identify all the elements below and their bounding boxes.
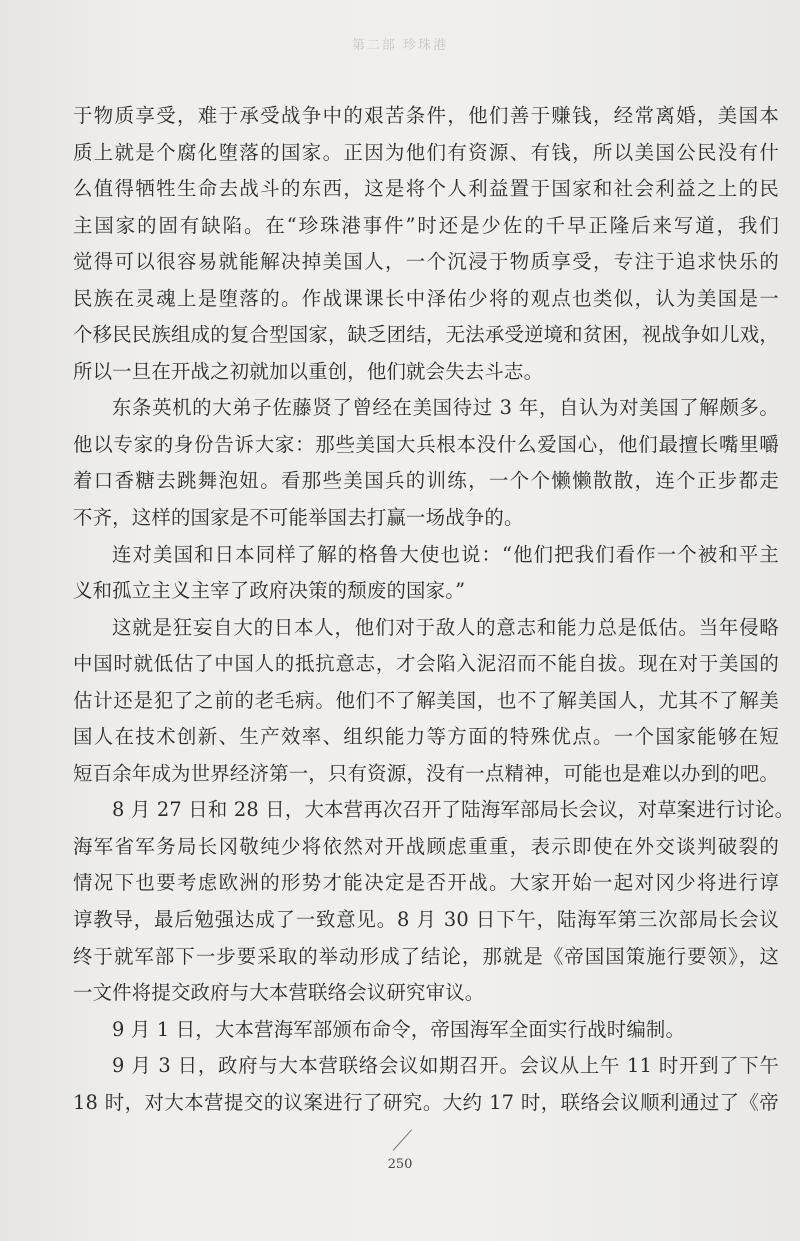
page-number-mark — [393, 1129, 412, 1150]
text-line: 8 月 27 日和 28 日，大本营再次召开了陆海军部局长会议，对草案进行讨论。 — [112, 798, 795, 822]
page-number: 250 — [387, 1157, 413, 1172]
text-line: 国人在技术创新、生产效率、组织能力等方面的特殊优点。一个国家能够在短 — [73, 725, 779, 749]
text-line: 中国时就低估了中国人的抵抗意志，才会陷入泥沼而不能自拔。现在对于美国的 — [73, 652, 779, 676]
text-line: 质上就是个腐化堕落的国家。正因为他们有资源、有钱，所以美国公民没有什 — [73, 140, 779, 164]
text-line: 短百余年成为世界经济第一，只有资源，没有一点精神，可能也是难以办到的吧。 — [73, 761, 779, 785]
text-line: 估计还是犯了之前的老毛病。他们不了解美国，也不了解美国人，尤其不了解美 — [73, 688, 779, 712]
text-line: 着口香糖去跳舞泡妞。看那些美国兵的训练，一个个懒懒散散，连个正步都走 — [73, 469, 779, 493]
text-line: 个移民民族组成的复合型国家，缺乏团结，无法承受逆境和贫困，视战争如儿戏， — [73, 323, 779, 347]
text-line: 觉得可以很容易就能解决掉美国人，一个沉浸于物质享受，专注于追求快乐的 — [73, 250, 779, 274]
text-line: 9 月 3 日，政府与大本营联络会议如期召开。会议从上午 11 时开到了下午 — [112, 1054, 779, 1078]
text-line: 主国家的固有缺陷。在“珍珠港事件”时还是少佐的千早正隆后来写道，我们 — [73, 213, 779, 237]
running-header: 第二部 珍珠港 — [351, 38, 449, 53]
text-line: 所以一旦在开战之初就加以重创，他们就会失去斗志。 — [73, 359, 544, 383]
text-line: 谆教导，最后勉强达成了一致意见。8 月 30 日下午，陆海军第三次部局长会议 — [73, 908, 779, 932]
text-line: 东条英机的大弟子佐藤贤了曾经在美国待过 3 年，自认为对美国了解颇多。 — [112, 396, 779, 420]
text-line: 18 时，对大本营提交的议案进行了研究。大约 17 时，联络会议顺利通过了《帝 — [73, 1090, 779, 1114]
text-line: 这就是狂妄自大的日本人，他们对于敌人的意志和能力总是低估。当年侵略 — [112, 615, 779, 639]
body-text — [73, 98, 795, 1121]
text-line: 终于就军部下一步要采取的举动形成了结论，那就是《帝国国策施行要领》，这 — [73, 944, 779, 968]
text-line: 民族在灵魂上是堕落的。作战课课长中泽佑少将的观点也类似，认为美国是一 — [73, 286, 779, 310]
text-line: 他以专家的身份告诉大家：那些美国大兵根本没什么爱国心，他们最擅长嘴里嚼 — [73, 432, 779, 456]
text-line: 海军省军务局长冈敬纯少将依然对开战顾虑重重，表示即使在外交谈判破裂的 — [73, 834, 779, 858]
text-line: 9 月 1 日，大本营海军部颁布命令，帝国海军全面实行战时编制。 — [112, 1017, 686, 1041]
text-line: 连对美国和日本同样了解的格鲁大使也说：“他们把我们看作一个被和平主 — [112, 542, 779, 566]
text-line: 一文件将提交政府与大本营联络会议研究审议。 — [73, 981, 485, 1005]
text-line: 不齐，这样的国家是不可能举国去打赢一场战争的。 — [73, 506, 524, 530]
text-line: 义和孤立主义主宰了政府决策的颓废的国家。” — [73, 579, 466, 603]
text-line: 于物质享受，难于承受战争中的艰苦条件，他们善于赚钱，经常离婚，美国本 — [73, 104, 779, 127]
text-line: 么值得牺牲生命去战斗的东西，这是将个人利益置于国家和社会利益之上的民 — [73, 177, 779, 201]
text-line: 情况下也要考虑欧洲的形势才能决定是否开战。大家开始一起对冈少将进行谆 — [73, 871, 779, 895]
